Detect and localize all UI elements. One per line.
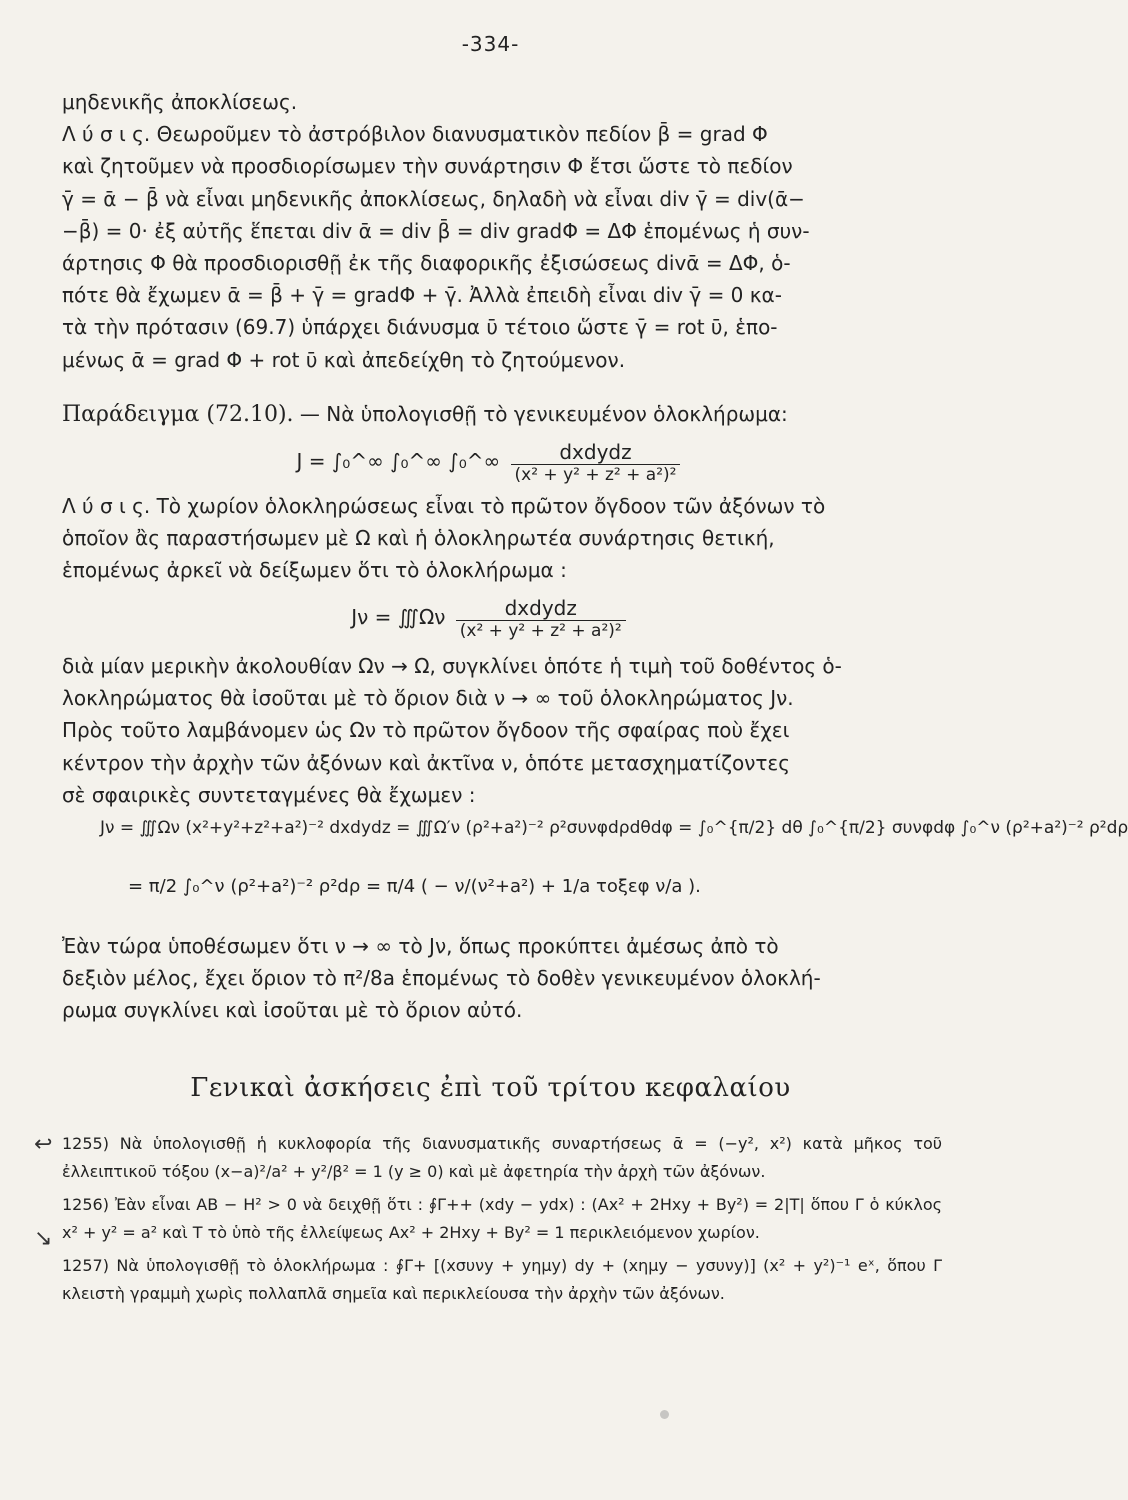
example-intro-text: — Νὰ ὑπολογισθῇ τὸ γενικευμένον ὁλοκλήρωμα: xyxy=(299,402,788,426)
fraction: $\frac{\text{dxdydz}}{\text{(x² + y² + z² + a²)²}}$ xyxy=(511,440,681,485)
solution-paragraph-2 xyxy=(62,650,942,811)
proof-paragraph xyxy=(62,86,942,376)
integral-signs: ∫₀^∞ ∫₀^∞ ∫₀^∞ xyxy=(331,449,501,473)
text-line: μηδενικῆς ἀποκλίσεως. xyxy=(62,90,298,114)
text-line: Ἐὰν τώρα ὑποθέσωμεν ὅτι ν → ∞ τὸ Jν, ὅπως προκύπτει ἀμέσως ἀπὸ τὸ xyxy=(62,934,779,958)
text-line: σὲ σφαιρικὲς συντεταγμένες θὰ ἔχωμεν : xyxy=(62,782,476,807)
solution-paragraph xyxy=(62,490,942,587)
text-line: μένως ᾱ = grad Φ + rot ῡ καὶ ἀπεδείχθη τὸ ζητούμενον. xyxy=(62,347,626,372)
exercise-item xyxy=(62,1252,942,1307)
exercise-text: Ἐὰν εἶναι AB − H² > 0 νὰ δειχθῇ ὅτι : ∮Γ++ (xdy − ydx) : (Ax² + 2Hxy + By²) = 2|Τ| ὅπου Γ ὁ κύκλος x² + y² = a² καὶ Τ τὸ ὑπὸ τῆς ἐλλείψεως Ax² + 2Hxy + By² = 1 περικλειόμενον χωρίον. xyxy=(62,1195,943,1242)
text-line: δεξιὸν μέλος, ἔχει ὅριον τὸ π²/8a ἑπομένως τὸ δοθὲν γενικευμένον ὁλοκλή- xyxy=(62,966,821,991)
text-line: πότε θὰ ἔχωμεν ᾱ = β̄ + γ̄ = gradΦ + γ̄. Ἀλλὰ ἐπειδὴ εἶναι div γ̄ = 0 κα- xyxy=(62,283,782,308)
text-line: −β̄) = 0· ἐξ αὐτῆς ἕπεται div ᾱ = div β̄ = div gradΦ = ΔΦ ἑπομένως ἡ συν- xyxy=(62,218,810,243)
page-number: -334- xyxy=(461,32,520,56)
text-line: Λ ύ σ ι ς. Τὸ χωρίον ὁλοκληρώσεως εἶναι τὸ πρῶτον ὄγδοον τῶν ἀξόνων τὸ xyxy=(62,494,826,518)
text-line: τὰ τὴν πρότασιν (69.7) ὑπάρχει διάνυσμα ῡ τέτοιο ὥστε γ̄ = rot ῡ, ἑπο- xyxy=(62,315,778,340)
exercise-item xyxy=(62,1130,942,1185)
margin-check-icon: ↘ xyxy=(34,1226,53,1251)
exercise-number: 1257) xyxy=(62,1256,109,1275)
text-line: Λ ύ σ ι ς. Θεωροῦμεν τὸ ἀστρόβιλον διανυσματικὸν πεδίον β̄ = grad Φ xyxy=(62,122,768,147)
text-line: γ̄ = ᾱ − β̄ νὰ εἶναι μηδενικῆς ἀποκλίσεως, δηλαδὴ νὰ εἶναι div γ̄ = div(ᾱ− xyxy=(62,186,805,211)
example-intro xyxy=(62,398,942,431)
text-line: κέντρον τὴν ἀρχὴν τῶν ἀξόνων καὶ ἀκτῖνα ν, ὁπότε μετασχηματίζοντες xyxy=(62,750,790,775)
text-line: διὰ μίαν μερικὴν ἀκολουθίαν Ων → Ω, συγκλίνει ὁπότε ἡ τιμὴ τοῦ δοθέντος ὁ- xyxy=(62,654,842,678)
ink-spot xyxy=(660,1410,669,1419)
text-line: Πρὸς τοῦτο λαμβάνομεν ὡς Ων τὸ πρῶτον ὄγδοον τῆς σφαίρας ποὺ ἔχει xyxy=(62,718,790,743)
equation-J: J = ∫₀^∞ ∫₀^∞ ∫₀^∞ $\frac{\text{dxdydz}}{\text{(x² + y² + z² + a²)²}}$ xyxy=(0,440,981,485)
text-line: καὶ ζητοῦμεν νὰ προσδιορίσωμεν τὴν συνάρτησιν Φ ἔτσι ὥστε τὸ πεδίον xyxy=(62,154,793,179)
exercise-item xyxy=(62,1191,942,1246)
equation-Jv: Jν = ∭Ων $\frac{\text{dxdydz}}{\text{(x² + y² + z² + a²)²}}$ xyxy=(0,596,981,641)
exercise-list xyxy=(62,1130,942,1307)
equation-spherical-1: Jν = ∭Ων (x²+y²+z²+a²)⁻² dxdydz = ∭Ω′ν (ρ²+a²)⁻² ρ²συνφdρdθdφ = ∫₀^{π/2} dθ ∫₀^{π/2} συνφdφ ∫₀^ν (ρ²+a²)⁻² ρ²dρ xyxy=(100,818,1128,838)
margin-check-icon: ↩ xyxy=(34,1132,53,1157)
section-title: Γενικαὶ ἀσκήσεις ἐπὶ τοῦ τρίτου κεφαλαίου xyxy=(190,1073,791,1103)
conclusion-paragraph xyxy=(62,930,942,1027)
exercise-text: Νὰ ὑπολογισθῇ τὸ ὁλοκλήρωμα : ∮Γ+ [(xσυνy + yημy) dy + (xημy − yσυνy)] (x² + y²)⁻¹ eˣ, ὅπου Γ κλειστὴ γραμμὴ χωρὶς πολλαπλᾶ σημεῖα καὶ περικλείουσα τὴν ἀρχὴν τῶν ἀξόνων. xyxy=(62,1256,942,1303)
fraction: $\frac{\text{dxdydz}}{\text{(x² + y² + z² + a²)²}}$ xyxy=(456,596,626,641)
text-line: λοκληρώματος θὰ ἰσοῦται μὲ τὸ ὅριον διὰ ν → ∞ τοῦ ὁλοκληρώματος Jν. xyxy=(62,686,794,711)
text-line: άρτησις Φ θὰ προσδιορισθῇ ἐκ τῆς διαφορικῆς ἐξισώσεως divᾱ = ΔΦ, ὁ- xyxy=(62,251,791,276)
equation-spherical-2: = π/2 ∫₀^ν (ρ²+a²)⁻² ρ²dρ = π/4 ( − ν/(ν²+a²) + 1/a τοξεφ ν/a ). xyxy=(128,876,701,897)
exercise-number: 1255) xyxy=(62,1134,109,1153)
text-line: ἑπομένως ἀρκεῖ νὰ δείξωμεν ὅτι τὸ ὁλοκλήρωμα : xyxy=(62,558,567,583)
example-heading: Παράδειγμα (72.10). xyxy=(62,402,294,427)
exercise-text: Νὰ ὑπολογισθῇ ἡ κυκλοφορία τῆς διανυσματικῆς συναρτήσεως ᾱ = (−y², x²) κατὰ μῆκος τοῦ ἐλλειπτικοῦ τόξου (x−a)²/a² + y²/β² = 1 (y ≥ 0) καὶ μὲ ἀφετηρία τὴν ἀρχὴ τῶν ἀξόνων. xyxy=(62,1134,942,1181)
text-line: ρωμα συγκλίνει καὶ ἰσοῦται μὲ τὸ ὅριον αὐτό. xyxy=(62,998,523,1023)
exercise-number: 1256) xyxy=(62,1195,109,1214)
text-line: ὁποῖον ἂς παραστήσωμεν μὲ Ω καὶ ἡ ὁλοκληρωτέα συνάρτησις θετική, xyxy=(62,526,775,551)
